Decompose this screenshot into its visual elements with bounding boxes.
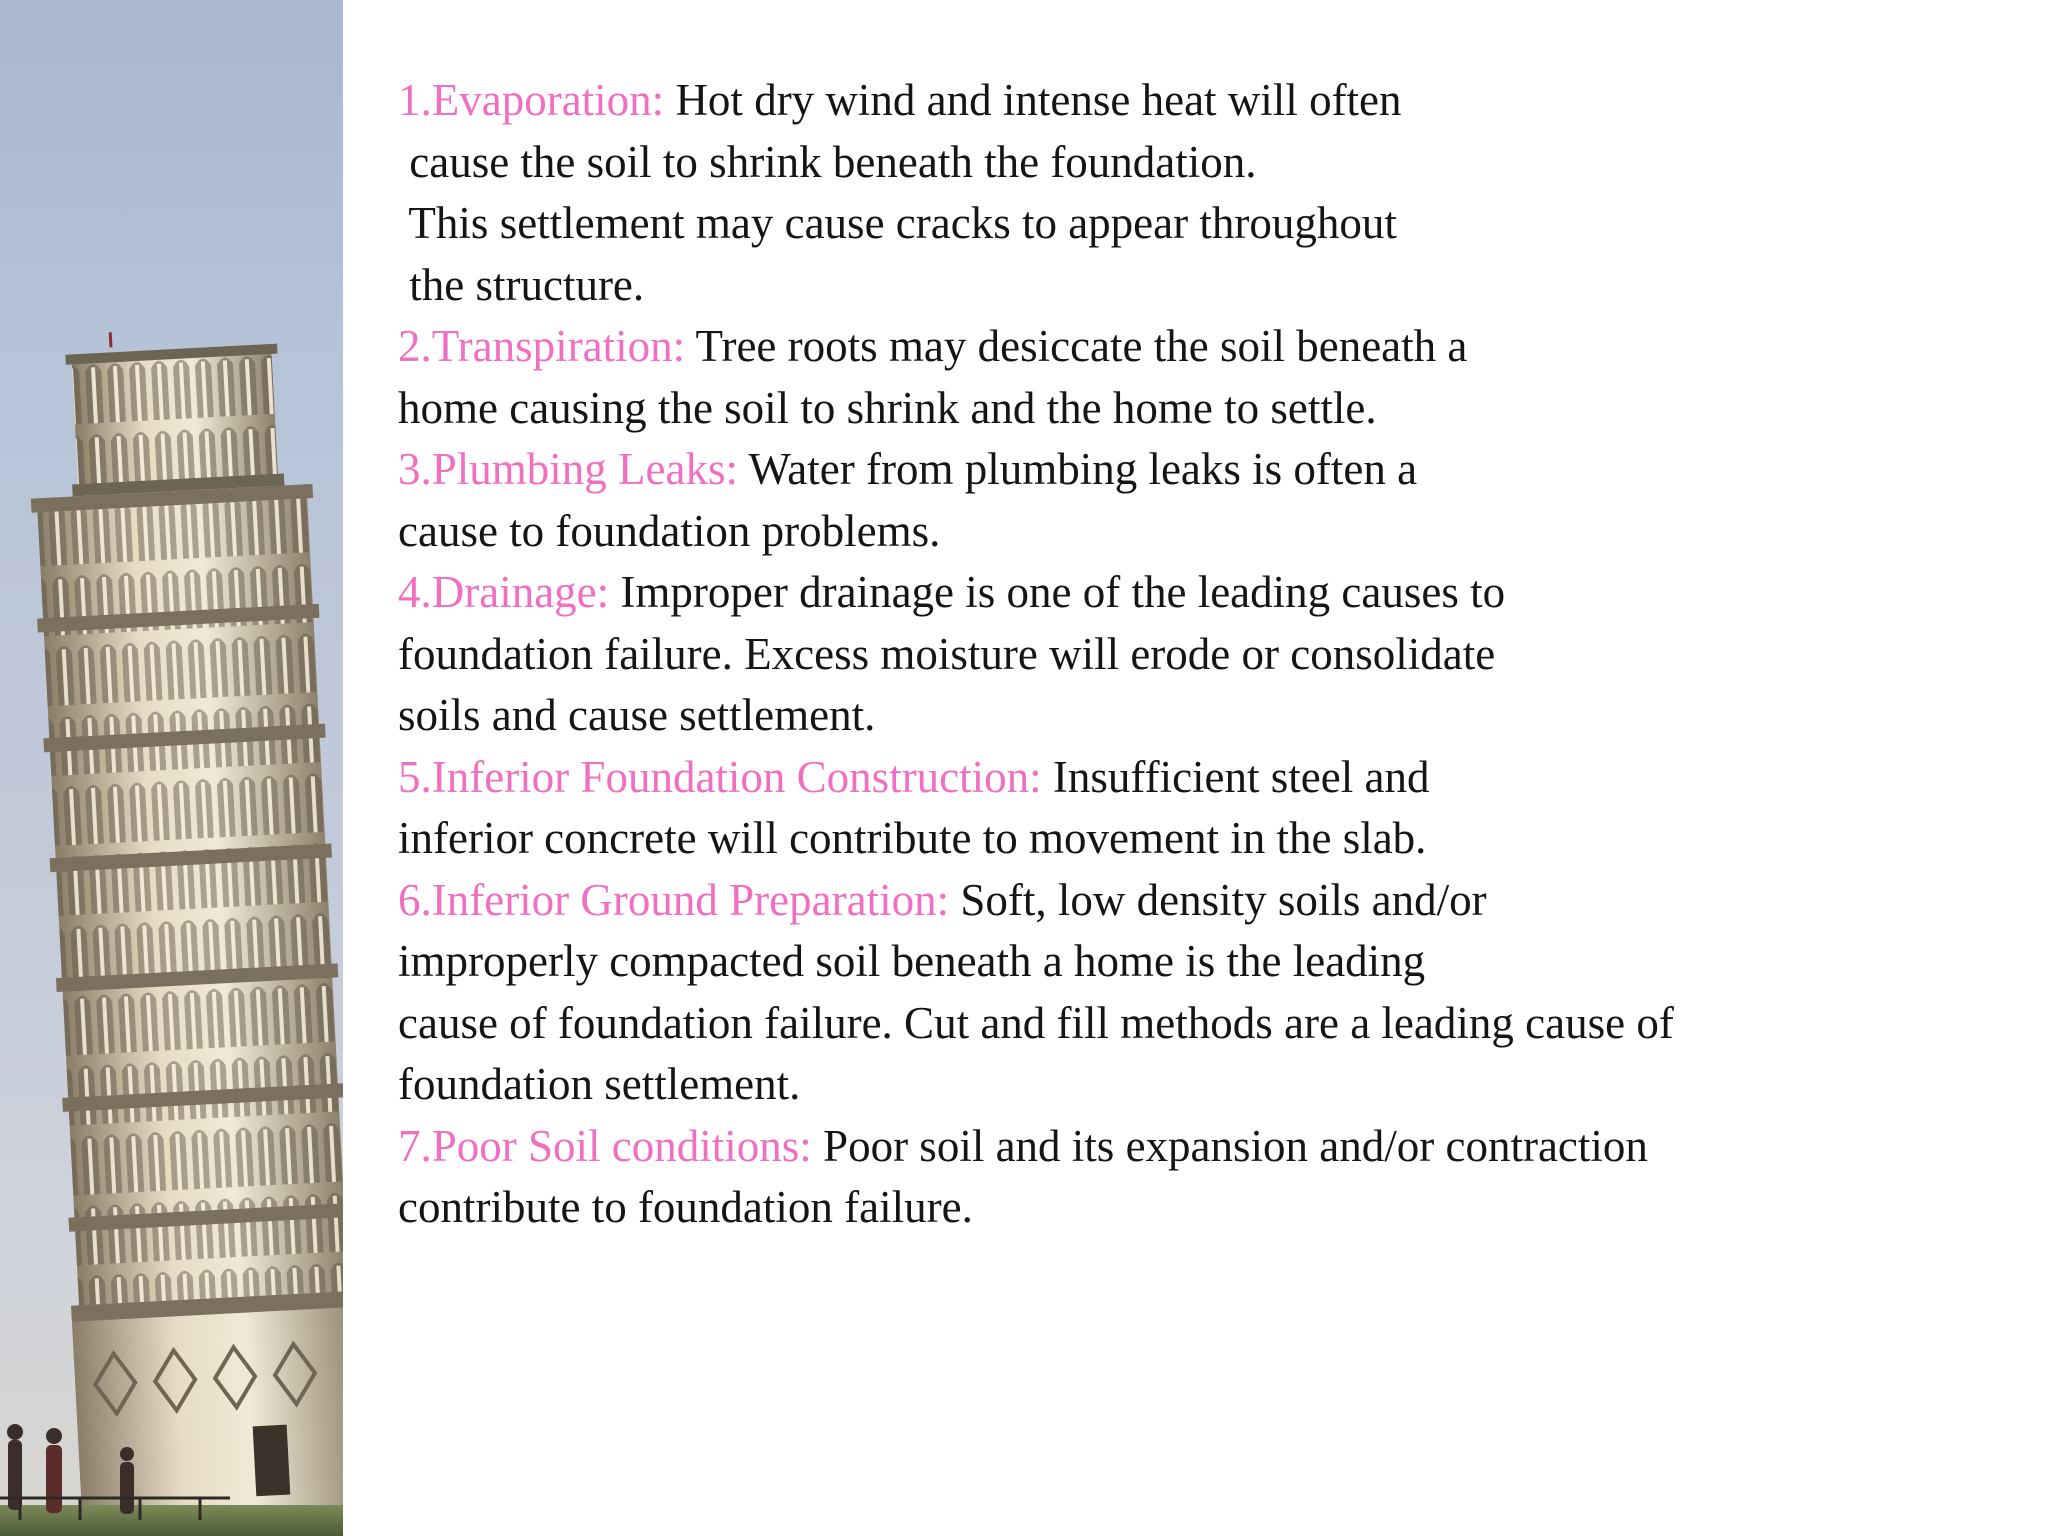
cause-poor-soil-conditions: [398, 1116, 1838, 1239]
cause-heading: 6.Inferior Ground Preparation:: [398, 874, 950, 925]
cause-text: improperly compacted soil beneath a home is the leading: [398, 936, 1426, 986]
cause-text: foundation settlement.: [398, 1059, 801, 1109]
cause-heading: 3.Plumbing Leaks:: [398, 444, 738, 494]
cause-text: This settlement may cause cracks to appear throughout: [398, 198, 1397, 248]
causes-list: [398, 70, 1838, 1239]
cause-text: inferior concrete will contribute to movement in the slab.: [398, 813, 1427, 863]
cause-drainage: [398, 562, 1838, 747]
cause-evaporation: [398, 70, 1838, 316]
cause-text: soils and cause settlement.: [398, 690, 876, 740]
cause-inferior-foundation-construction: [398, 747, 1838, 870]
leaning-tower-icon: [0, 0, 343, 1536]
cause-text: Hot dry wind and intense heat will often: [664, 75, 1402, 125]
cause-text: Insufficient steel and: [1041, 751, 1430, 802]
cause-text: cause of foundation failure. Cut and fill methods are a leading cause of: [398, 997, 1674, 1048]
cause-heading: 5.Inferior Foundation Construction:: [398, 751, 1042, 802]
cause-text: the structure.: [398, 259, 645, 310]
cause-inferior-ground-preparation: [398, 870, 1838, 1116]
cause-text: Soft, low density soils and/or: [949, 874, 1487, 925]
cause-text: Poor soil and its expansion and/or contraction: [811, 1120, 1648, 1171]
cause-heading: 2.Transpiration:: [398, 321, 686, 371]
cause-text: Tree roots may desiccate the soil beneath a: [685, 321, 1468, 371]
cause-heading: 4.Drainage:: [398, 567, 610, 617]
cause-text: cause to foundation problems.: [398, 505, 941, 556]
cause-text: cause the soil to shrink beneath the foundation.: [398, 136, 1257, 187]
cause-text: Water from plumbing leaks is often a: [737, 444, 1418, 494]
cause-text: foundation failure. Excess moisture will erode or consolidate: [398, 628, 1496, 679]
leaning-tower-photo: [0, 0, 343, 1536]
cause-heading: 1.Evaporation:: [398, 75, 665, 125]
cause-text: Improper drainage is one of the leading causes to: [609, 567, 1506, 617]
cause-text: contribute to foundation failure.: [398, 1182, 973, 1232]
cause-heading: 7.Poor Soil conditions:: [398, 1120, 812, 1171]
cause-text: home causing the soil to shrink and the home to settle.: [398, 382, 1377, 433]
cause-transpiration: [398, 316, 1838, 439]
cause-plumbing-leaks: [398, 439, 1838, 562]
